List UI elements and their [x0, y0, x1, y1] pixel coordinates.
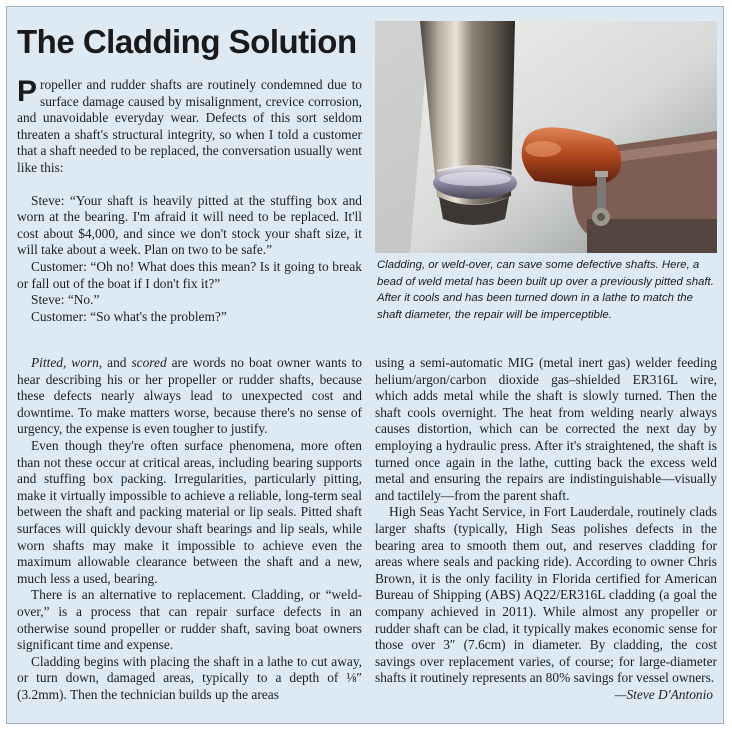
body-paragraph: using a semi-automatic MIG (metal inert gas) welder feeding helium/argon/carbon dioxide gas–shielded ER316L wire, which adds metal while the shaft is slowly turned. Then the shaft cools overnight. The heat from welding nearly always causes distortion, which can be corrected the next day by employing a hydraulic press. After it's straightened, the shaft is turned once again in the lathe, cutting back the excess weld metal and ensuring the repairs are indistinguishable—visually and tactilely—from the parent shaft. [375, 355, 717, 503]
text-run: are words no boat owner wants to hear describing his or her propeller or rudder shafts, because these defects nearly always lead to unexpected cost and downtime. To make matters worse, because there's no sense of urgency, the expense is even tougher to justify. [17, 355, 362, 437]
body-paragraph: High Seas Yacht Service, in Fort Lauderdale, routinely clads larger shafts (typically, High Seas polishes defects in the bearing area to smooth them out, and reserves cladding for areas where seals and packing ride). According to owner Chris Brown, it is the only facility in Florida certified for American Bureau of Shipping (ABS) AQ22/ER316L cladding (a goal the company achieved in 2011). While almost any propeller or rudder shaft can be clad, it typically makes economic sense for those over 3″ (7.6cm) in diameter. By cladding, the cost savings over replacement varies, of course; for large-diameter shafts it routinely represents an 80% savings for vessel owners. [375, 504, 717, 686]
dialogue-line: Steve: “No.” [31, 292, 100, 308]
intro-section [17, 77, 362, 325]
body-paragraph [17, 355, 362, 438]
body-paragraph: Cladding begins with placing the shaft in a lathe to cut away, or turn down, damaged areas, typically to a depth of ⅛″ (3.2mm). Then the technician builds up the areas [17, 653, 362, 702]
intro-text: ropeller and rudder shafts are routinely condemned due to surface damage caused by misalignment, crevice corrosion, and unavoidable everyday wear. Defects of this sort seldom threaten a shaft's structural integrity, so when I told a customer that a shaft needed to be replaced, the conversation usually went like this: [17, 77, 362, 175]
text-run: , and [98, 355, 132, 370]
drop-cap: P [17, 75, 38, 108]
article-title: The Cladding Solution [17, 23, 357, 60]
text-run: , [62, 355, 72, 370]
dialogue-line: Steve: “Your shaft is heavily pitted at the stuffing box and worn at the bearing. I'm afraid it will need to be replaced. It'll cost about $4,000, and since we don't stock your shaft size, it will take about a week. Plan on two to be safe.” [17, 192, 362, 258]
intro-paragraph [17, 77, 362, 177]
author-byline: —Steve D'Antonio [614, 686, 713, 702]
left-column [17, 355, 362, 703]
weld-shaft-photo-image [375, 21, 717, 253]
italic-word: Pitted [31, 355, 63, 370]
weld-shaft-photo [375, 21, 717, 253]
dialogue-line: Customer: “Oh no! What does this mean? Is it going to break or fall out of the boat if I don't fix it?” [17, 258, 362, 291]
italic-word: scored [131, 355, 167, 370]
dialogue-line: Customer: “So what's the problem?” [31, 308, 227, 324]
spacer [17, 177, 362, 193]
body-paragraph: Even though they're often surface phenomena, more often than not these occur at critical areas, including bearing supports and stuffing box packing. Irregularities, particularly pitting, make it virtually impossible to achieve a reliable, long-term seal between the shaft and packing material or lip seals. Pitted shaft surfaces will quickly devour shaft bearings and lip seals, while worn shafts may make it impossible to achieve even the maximum allowable clearance between the shaft and a new, much less a used, bearing. [17, 437, 362, 586]
photo-caption: Cladding, or weld-over, can save some defective shafts. Here, a bead of weld metal has been built up over a previously pitted shaft. After it cools and has been turned down in a lathe to match the shaft diameter, the repair will be imperceptible. [377, 259, 714, 321]
right-column [375, 355, 717, 703]
article-page [6, 6, 724, 724]
body-paragraph: There is an alternative to replacement. Cladding, or “weld-over,” is a process that can repair surface defects in an otherwise sound propeller or rudder shaft, saving boat owners significant time and expense. [17, 587, 362, 653]
italic-word: worn [71, 355, 99, 370]
